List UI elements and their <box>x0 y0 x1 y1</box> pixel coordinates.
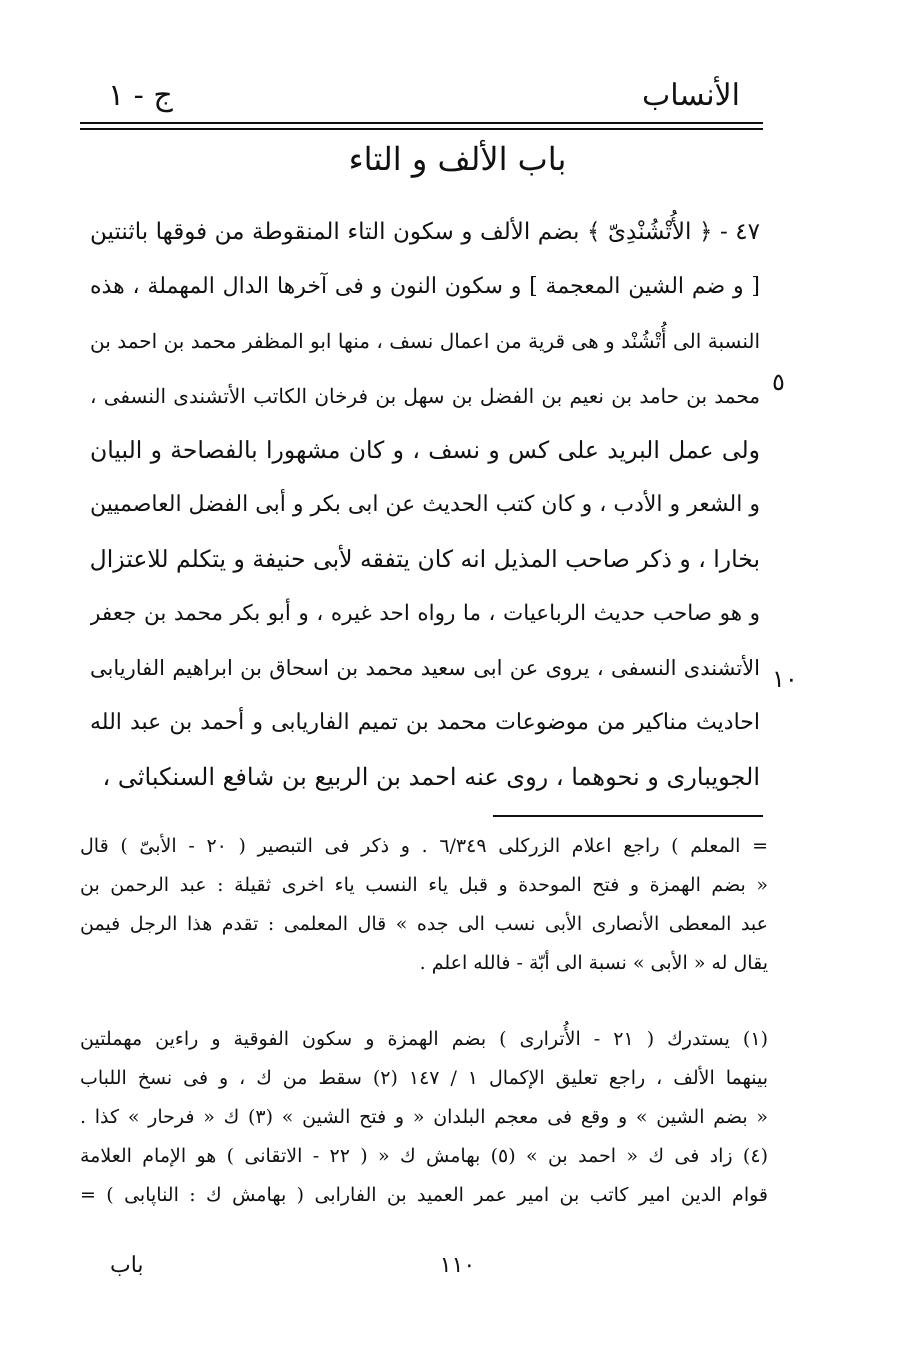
footnote-line: (١) يستدرك ( ٢١ - الأُترارى ) بضم الهمزة و سكون الفوقية و راءين مهملتين <box>80 1028 768 1050</box>
footnote-line: عبد المعطى الأنصارى الأبى نسب الى جده » قال المعلمى : تقدم هذا الرجل فيمن <box>80 913 768 935</box>
line-number: ١٠ <box>772 665 798 693</box>
footnote-line: (٤) زاد فى ك « احمد بن » (٥) بهامش ك « ( ٢٢ - الاتقانى ) هو الإمام العلامة <box>80 1145 768 1167</box>
text-line: ٤٧ - ﴿ الأُتْشُنْدِىّ ﴾ بضم الألف و سكون التاء المنقوطة من فوقها باثنتين <box>90 219 760 245</box>
text-line: و الشعر و الأدب ، و كان كتب الحديث عن ابى بكر و أبى الفضل العاصميين <box>90 491 760 517</box>
text-line: و هو صاحب حديث الرباعيات ، ما رواه احد غيره ، و أبو بكر محمد بن جعفر <box>90 600 760 626</box>
header-rule-double <box>80 128 763 130</box>
text-line: بخارا ، و ذكر صاحب المذيل انه كان يتفقه لأبى حنيفة و يتكلم للاعتزال <box>90 545 760 573</box>
volume-label: ج - ١ <box>108 78 173 113</box>
footnote-line: بينهما الألف ، راجع تعليق الإكمال ١ / ١٤٧ (٢) سقط من ك ، و فى نسخ اللباب <box>80 1067 768 1089</box>
section-title: باب الألف و التاء <box>348 140 567 178</box>
footnote-line: قوام الدين امير كاتب بن امير عمر العميد بن الفارابى ( بهامش ك : الناپابى ) = <box>80 1184 768 1206</box>
text-line: النسبة الى أُتْشُنْد و هى قرية من اعمال نسف ، منها ابو المظفر محمد بن احمد بن <box>90 329 760 353</box>
footnote-line: = المعلم ) راجع اعلام الزركلى ٦/٣٤٩ . و ذكر فى التبصير ( ٢٠ - الأبىّ ) قال <box>80 835 768 857</box>
running-title: الأنساب <box>642 78 740 113</box>
footnotes-continued <box>80 827 768 983</box>
footnote-line: « بضم الهمزة و فتح الموحدة و قبل ياء النسب ياء اخرى ثقيلة : عبد الرحمن بن <box>80 874 768 896</box>
text-line: احاديث مناكير من موضوعات محمد بن تميم الفاريابى و أحمد بن عبد الله <box>90 709 760 735</box>
footnotes <box>80 1020 768 1215</box>
text-line: محمد بن حامد بن نعيم بن الفضل بن سهل بن فرخان الكاتب الأتشندى النسفى ، <box>90 383 760 408</box>
page-number: ١١٠ <box>439 1253 476 1278</box>
footnote-divider <box>493 815 763 817</box>
main-text <box>90 205 760 805</box>
text-line: الجويبارى و نحوهما ، روى عنه احمد بن الربيع بن شافع السنكباثى ، <box>102 763 760 791</box>
text-line: الأتشندى النسفى ، يروى عن ابى سعيد محمد بن اسحاق بن ابراهيم الفاريابى <box>90 656 760 680</box>
text-line: [ و ضم الشين المعجمة ] و سكون النون و فى آخرها الدال المهملة ، هذه <box>90 273 760 299</box>
header-rule <box>80 122 763 124</box>
text-line: ولى عمل البريد على كس و نسف ، و كان مشهورا بالفصاحة و البيان <box>90 436 760 464</box>
footnote-line: يقال له « الأبى » نسبة الى أبّة - فالله اعلم . <box>419 952 768 974</box>
catchword: باب <box>110 1253 144 1278</box>
line-number: ٥ <box>772 368 785 396</box>
footnote-line: « بضم الشين » و وقع فى معجم البلدان « و فتح الشين » (٣) ك « فرحار » كذا . <box>80 1106 768 1128</box>
